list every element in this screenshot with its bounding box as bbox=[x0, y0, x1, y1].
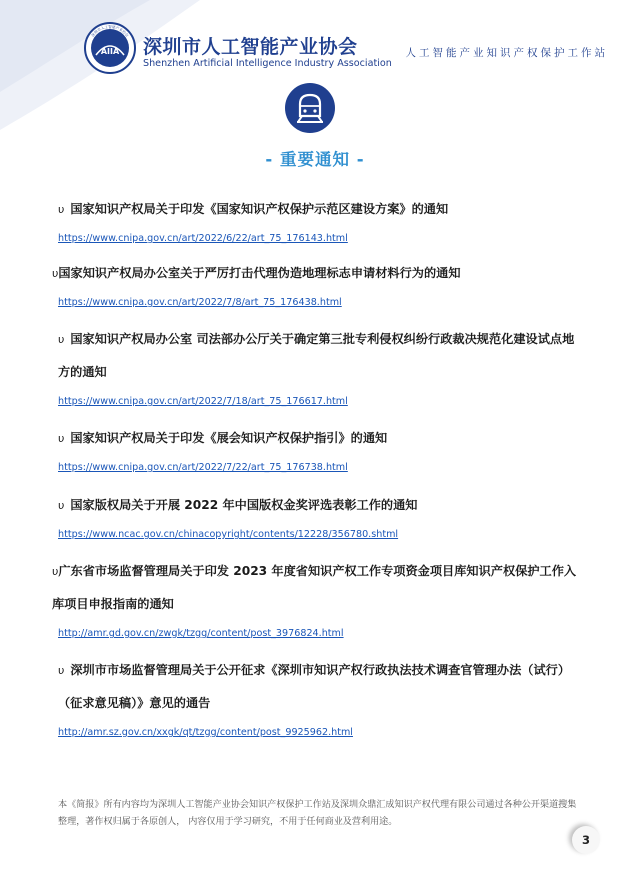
disclaimer: 本《简报》所有内容均为深圳人工智能产业协会知识产权保护工作站及深圳众鼎汇成知识产权代理有限公司通过各种公开渠道搜集整理，著作权归属于各原创人， 内容仅用于学习研究，不用于任何商业及营利用途。 bbox=[58, 800, 577, 827]
section-title: - 重要通知 - bbox=[265, 150, 365, 169]
notice-title: 国家知识产权局办公室关于严厉打击代理伪造地理标志申请材料行为的通知 bbox=[58, 266, 461, 280]
notice-item bbox=[58, 323, 578, 409]
notice-link[interactable]: https://www.cnipa.gov.cn/art/2022/6/22/art_75_176143.html bbox=[58, 233, 348, 244]
notice-item bbox=[58, 193, 578, 246]
rail-transit-icon bbox=[284, 82, 336, 134]
notice-item bbox=[58, 422, 578, 475]
bullet-icon: υ bbox=[58, 203, 65, 216]
bullet-icon: υ bbox=[52, 565, 59, 578]
logo-text: AIIA bbox=[100, 47, 120, 56]
bullet-icon: υ bbox=[58, 432, 65, 445]
org-name-en: Shenzhen Artificial Intelligence Industry Association bbox=[143, 58, 392, 69]
notice-link[interactable]: https://www.cnipa.gov.cn/art/2022/7/18/art_75_176617.html bbox=[58, 396, 348, 407]
notice-item bbox=[58, 654, 578, 740]
page-number: 3 bbox=[572, 826, 600, 854]
notice-title: 广东省市场监督管理局关于印发 2023 年度省知识产权工作专项资金项目库知识产权保护工作入库项目申报指南的通知 bbox=[52, 564, 577, 611]
bullet-icon: υ bbox=[58, 664, 65, 677]
notice-title: 国家版权局关于开展 2022 年中国版权金奖评选表彰工作的通知 bbox=[70, 498, 418, 512]
notice-link[interactable]: http://amr.sz.gov.cn/xxgk/qt/tzgg/content/post_9925962.html bbox=[58, 727, 353, 738]
notice-item bbox=[58, 489, 578, 542]
notice-title: 国家知识产权局关于印发《国家知识产权保护示范区建设方案》的通知 bbox=[70, 202, 449, 216]
bullet-icon: υ bbox=[58, 333, 65, 346]
notice-link[interactable]: https://www.ncac.gov.cn/chinacopyright/contents/12228/356780.shtml bbox=[58, 529, 399, 540]
notice-title: 国家知识产权局办公室 司法部办公厅关于确定第三批专利侵权纠纷行政裁决规范化建设试点地方的通知 bbox=[58, 332, 575, 379]
bullet-icon: υ bbox=[58, 499, 65, 512]
notice-link[interactable]: https://www.cnipa.gov.cn/art/2022/7/22/art_75_176738.html bbox=[58, 462, 348, 473]
notice-title: 深圳市市场监督管理局关于公开征求《深圳市知识产权行政执法技术调查官管理办法（试行）（征求意见稿）》意见的通告 bbox=[58, 663, 571, 710]
org-name-cn: 深圳市人工智能产业协会 bbox=[143, 36, 358, 58]
notice-link[interactable]: http://amr.gd.gov.cn/zwgk/tzgg/content/post_3976824.html bbox=[58, 628, 344, 639]
notice-item bbox=[52, 257, 578, 310]
association-logo bbox=[84, 22, 136, 74]
notice-link[interactable]: https://www.cnipa.gov.cn/art/2022/7/8/art_75_176438.html bbox=[58, 297, 342, 308]
workstation-title: 人工智能产业知识产权保护工作站 bbox=[405, 47, 608, 59]
notice-title: 国家知识产权局关于印发《展会知识产权保护指引》的通知 bbox=[70, 431, 388, 445]
notice-item bbox=[52, 555, 578, 641]
bullet-icon: υ bbox=[52, 267, 59, 280]
logo-ring-text: 深圳市人工智能产业协会 bbox=[90, 25, 130, 38]
